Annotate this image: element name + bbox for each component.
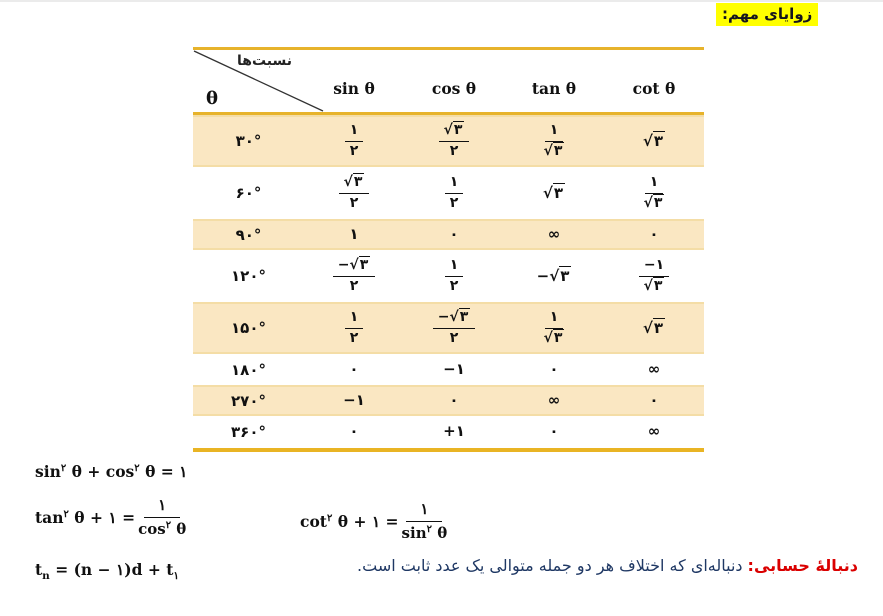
table-header xyxy=(193,47,704,115)
value-cell-cos: $\frac{۱}{۲}$ xyxy=(445,174,464,212)
page-title: زوایای مهم: xyxy=(716,3,818,26)
note-text: دنباله‌ای که اختلاف هر دو جمله متوالی یک عدد ثابت است. xyxy=(357,556,743,575)
value-cell-cos: $\frac{√۳}{۲}$ xyxy=(439,122,470,160)
angle-cell: ۲۷۰° xyxy=(231,391,266,410)
table-row xyxy=(193,416,704,447)
value-cell-cot: √۳ xyxy=(642,318,664,337)
value-cell-cos: −۱ xyxy=(443,360,465,379)
table-bottom-border xyxy=(193,448,704,452)
value-cell-sin: −۱ xyxy=(343,391,365,410)
value-cell-sin: $\frac{۱}{۲}$ xyxy=(345,309,364,347)
angle-cell: ۱۵۰° xyxy=(231,319,266,337)
value-cell-cos: $\frac{۱}{۲}$ xyxy=(445,257,464,295)
table-row xyxy=(193,219,704,250)
note-label: دنبالۀ حسابی: xyxy=(747,556,858,575)
table-row xyxy=(193,167,704,219)
identity-cot xyxy=(300,500,447,543)
value-cell-sin: ۱ xyxy=(349,225,359,244)
value-cell-cot: √۳ xyxy=(642,131,664,150)
column-header-sin: sin θ xyxy=(333,78,375,98)
arithmetic-sequence-note xyxy=(357,556,858,575)
table-row xyxy=(193,302,704,354)
value-cell-cot: $\frac{۱}{√۳}$ xyxy=(643,174,663,211)
table-row xyxy=(193,115,704,167)
angle-cell: ۶۰° xyxy=(235,184,262,202)
page-top-divider xyxy=(0,0,883,2)
value-cell-cos: +۱ xyxy=(443,422,465,441)
corner-label-theta: θ xyxy=(206,88,219,109)
value-cell-tan: ۰ xyxy=(549,422,559,441)
value-cell-sin: $\frac{۱}{۲}$ xyxy=(345,122,364,160)
fraction xyxy=(402,500,448,543)
value-cell-cot: ∞ xyxy=(647,422,661,441)
identity-tan xyxy=(35,496,186,539)
value-cell-tan: $\frac{۱}{√۳}$ xyxy=(543,309,563,346)
value-cell-sin: $\frac{-√۳}{۲}$ xyxy=(333,257,376,295)
value-cell-sin: ۰ xyxy=(349,360,359,379)
angle-cell: ۱۸۰° xyxy=(231,360,266,379)
column-header-cot: cot θ xyxy=(632,78,676,98)
fraction xyxy=(138,496,186,539)
identity-pythagorean: $\sin^۲ \theta + \cos^۲ \theta$ = ۱ xyxy=(35,462,188,481)
value-cell-tan: ∞ xyxy=(547,391,561,410)
table-row xyxy=(193,354,704,385)
fraction-numerator: ۱ xyxy=(144,496,180,518)
table-row xyxy=(193,250,704,302)
corner-label-ratios: نسبت‌ها xyxy=(237,53,293,69)
fraction-numerator: ۱ xyxy=(406,500,442,522)
value-cell-sin: ۰ xyxy=(349,422,359,441)
table-row xyxy=(193,385,704,416)
value-cell-tan: √۳ xyxy=(542,183,564,202)
column-header-cos: cos θ xyxy=(431,78,477,98)
value-cell-tan: ∞ xyxy=(547,225,561,244)
table-body xyxy=(193,115,704,447)
value-cell-cot: ∞ xyxy=(647,360,661,379)
column-header-tan: tan θ xyxy=(531,78,577,98)
trig-table xyxy=(193,47,704,452)
arithmetic-sequence-formula: $t_n = (n$ − ۱)d + $t_۱$ xyxy=(35,560,180,583)
identity-tan-lhs: $\tan^۲ \theta$ + ۱ = xyxy=(35,507,136,527)
identity-cot-lhs: $\cot^۲ \theta$ + ۱ = xyxy=(300,511,399,531)
angle-cell: ۹۰° xyxy=(235,225,262,244)
fraction-denominator: $\sin^۲ \theta$ xyxy=(401,523,448,542)
value-cell-cos: $\frac{-√۳}{۲}$ xyxy=(433,309,476,347)
value-cell-tan: ۰ xyxy=(549,360,559,379)
angle-cell: ۱۲۰° xyxy=(231,267,266,285)
value-cell-sin: $\frac{√۳}{۲}$ xyxy=(339,174,370,212)
value-cell-cot: ۰ xyxy=(649,225,659,244)
value-cell-tan: $\frac{۱}{√۳}$ xyxy=(543,122,563,159)
angle-cell: ۳۶۰° xyxy=(231,422,266,441)
fraction-denominator: $\cos^۲ \theta$ xyxy=(138,519,187,538)
value-cell-cot: $\frac{-۱}{√۳}$ xyxy=(639,257,669,295)
angle-cell: ۳۰° xyxy=(235,132,262,150)
value-cell-tan: −√۳ xyxy=(536,266,570,285)
value-cell-cos: ۰ xyxy=(449,391,459,410)
value-cell-cot: ۰ xyxy=(649,391,659,410)
value-cell-cos: ۰ xyxy=(449,225,459,244)
